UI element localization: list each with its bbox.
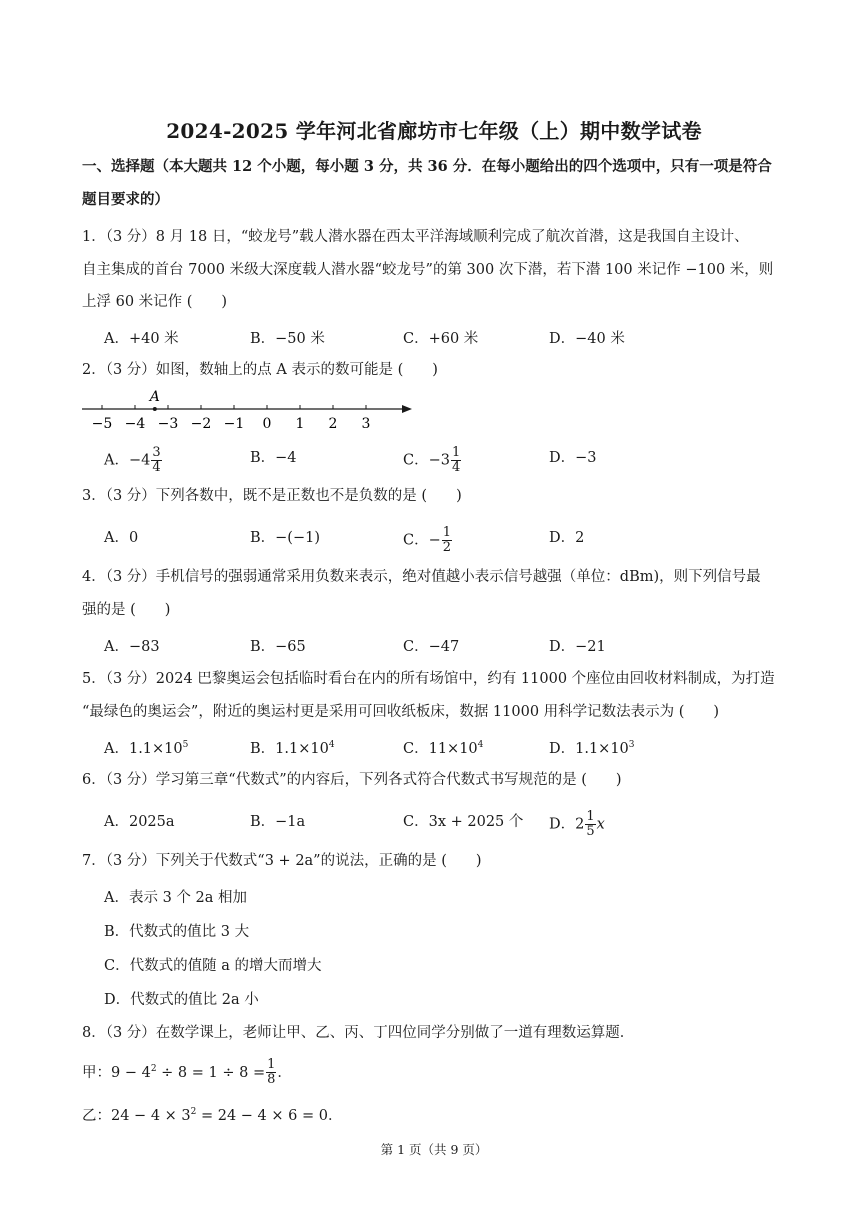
q5-options xyxy=(104,737,794,761)
q5-option-b-exponent: 4 xyxy=(328,740,335,751)
q3-option-c-fraction xyxy=(442,526,452,555)
q6-option-d-variable: x xyxy=(596,816,605,833)
q5-line1: 5．（3 分）2024 巴黎奥运会包括临时看台在内的所有场馆中，约有 11000 个座位由回收材料制成，为打造 xyxy=(82,671,775,687)
q2-options xyxy=(104,445,794,475)
fraction-numerator: 3 xyxy=(152,445,161,460)
q8-jia-line xyxy=(82,1052,792,1090)
q5-option-c-exponent: 4 xyxy=(477,740,484,751)
q6-option-a[interactable]: A．2025a xyxy=(104,814,175,830)
q4-option-a[interactable]: A．−83 xyxy=(104,639,160,655)
q7-option-b[interactable]: B．代数式的值比 3 大 xyxy=(104,924,250,940)
q2-option-c[interactable] xyxy=(403,446,462,475)
q5-option-d-base: D．1.1×10 xyxy=(549,741,629,757)
point-a-label: A xyxy=(149,389,160,405)
q5-option-a-base: A．1.1×10 xyxy=(104,741,183,757)
section-heading-line1: 一、选择题（本大题共 12 个小题，每小题 3 分，共 36 分．在每小题给出的四个选项中，只有一项是符合 xyxy=(82,158,772,175)
q4-option-b[interactable]: B．−65 xyxy=(250,639,306,655)
q6-option-d[interactable] xyxy=(549,810,605,839)
number-line-tick-label: 2 xyxy=(328,416,338,432)
page-footer: 第 1 页（共 9 页） xyxy=(380,1142,488,1157)
point-a-dot xyxy=(153,407,157,411)
number-line-tick-label: 0 xyxy=(262,416,272,432)
q1-line2: 自主集成的首台 7000 米级大深度载人潜水器“蛟龙号”的第 300 次下潜，若下潜 100 米记作 −100 米，则 xyxy=(82,262,774,278)
q7-option-d[interactable]: D．代数式的值比 2a 小 xyxy=(104,992,259,1008)
q2-option-a-fraction xyxy=(151,446,161,475)
q6-line1: 6．（3 分）学习第三章“代数式”的内容后，下列各式符合代数式书写规范的是 ( ) xyxy=(82,772,622,788)
fraction-denominator: 8 xyxy=(267,1072,276,1088)
q4-options xyxy=(104,635,794,659)
number-line-tick-label: 1 xyxy=(295,416,305,432)
q1-option-c[interactable]: C．+60 米 xyxy=(403,331,479,347)
q7-option-c[interactable]: C．代数式的值随 a 的增大而增大 xyxy=(104,958,322,974)
fraction-denominator: 4 xyxy=(152,460,161,475)
q1-option-b[interactable]: B．−50 米 xyxy=(250,331,325,347)
yi-expression-end: = 24 − 4 × 6 = 0． xyxy=(196,1107,343,1124)
q1-options xyxy=(104,327,794,351)
q2-option-a[interactable] xyxy=(104,446,163,475)
q2-option-c-prefix: C．−3 xyxy=(403,452,450,469)
q5-option-b-base: B．1.1×10 xyxy=(250,741,329,757)
q6-option-b[interactable]: B．−1a xyxy=(250,814,306,830)
number-line-tick-label: −2 xyxy=(190,416,212,432)
q5-option-b[interactable] xyxy=(250,737,335,758)
q4-option-d[interactable]: D．−21 xyxy=(549,639,606,655)
section-heading-line2: 题目要求的） xyxy=(82,191,169,208)
q5-line2: “最绿色的奥运会”，附近的奥运村更是采用可回收纸板床，数据 11000 用科学记数法表示为 ( ) xyxy=(82,704,720,720)
q6-options xyxy=(104,809,794,839)
jia-expression-middle: ÷ 8 = 1 ÷ 8 = xyxy=(156,1064,266,1081)
q5-option-c[interactable] xyxy=(403,737,483,758)
q8-yi-line xyxy=(82,1102,792,1126)
q4-line2: 强的是 ( ) xyxy=(82,602,171,618)
jia-fraction xyxy=(266,1058,276,1087)
q5-option-a-exponent: 5 xyxy=(182,740,189,751)
fraction-denominator: 5 xyxy=(586,824,595,839)
jia-expression-start: 甲：9 − 4 xyxy=(82,1064,151,1081)
fraction-numerator: 1 xyxy=(451,445,461,460)
q5-option-a[interactable] xyxy=(104,737,188,758)
q2-line1: 2．（3 分）如图，数轴上的点 A 表示的数可能是 ( ) xyxy=(82,362,438,378)
fraction-denominator: 4 xyxy=(451,460,461,475)
q3-option-c[interactable] xyxy=(403,526,453,555)
q7-line1: 7．（3 分）下列关于代数式“3 + 2a”的说法，正确的是 ( ) xyxy=(82,853,482,869)
fraction-numerator: 1 xyxy=(442,525,452,540)
q3-option-d[interactable]: D．2 xyxy=(549,530,585,546)
q1-option-a[interactable]: A．+40 米 xyxy=(104,331,179,347)
number-line-tick-label: −1 xyxy=(223,416,245,432)
number-line-figure xyxy=(80,388,420,434)
jia-exponent: 2 xyxy=(150,1064,157,1074)
yi-expression-start: 乙：24 − 4 × 3 xyxy=(82,1107,191,1124)
fraction-numerator: 1 xyxy=(586,809,595,824)
q3-options xyxy=(104,525,794,555)
number-line-tick-label: −4 xyxy=(124,416,146,432)
q5-option-c-base: C．11×10 xyxy=(403,741,478,757)
section-heading xyxy=(82,150,792,216)
q6-option-d-prefix: D．2 xyxy=(549,816,585,833)
number-line-tick-label: −5 xyxy=(91,416,113,432)
q3-option-c-prefix: C．− xyxy=(403,532,441,549)
q8-line1: 8．（3 分）在数学课上，老师让甲、乙、丙、丁四位同学分别做了一道有理数运算题． xyxy=(82,1025,635,1041)
fraction-denominator: 2 xyxy=(442,540,452,555)
q6-option-d-fraction xyxy=(585,810,595,839)
yi-exponent: 2 xyxy=(190,1107,197,1117)
q2-option-a-prefix: A．−4 xyxy=(104,452,151,469)
q4-option-c[interactable]: C．−47 xyxy=(403,639,460,655)
q3-option-a[interactable]: A．0 xyxy=(104,530,139,546)
q2-option-c-fraction xyxy=(451,446,461,475)
jia-expression-end: ． xyxy=(277,1064,292,1081)
q3-option-b[interactable]: B．−(−1) xyxy=(250,530,320,546)
q7-option-a[interactable]: A．表示 3 个 2a 相加 xyxy=(104,890,248,906)
number-line-tick-label: −3 xyxy=(157,416,179,432)
q4-line1: 4．（3 分）手机信号的强弱通常采用负数来表示，绝对值越小表示信号越强（单位：dBm)，则下列信号最 xyxy=(82,569,761,585)
q2-option-b[interactable]: B．−4 xyxy=(250,450,297,466)
q5-option-d-exponent: 3 xyxy=(628,740,635,751)
page-title: 2024-2025 学年河北省廊坊市七年级（上）期中数学试卷 xyxy=(166,119,702,143)
q1-line1: 1．（3 分）8 月 18 日，“蛟龙号”载人潜水器在西太平洋海域顺利完成了航次首潜，这是我国自主设计、 xyxy=(82,229,749,245)
q2-option-d[interactable]: D．−3 xyxy=(549,450,597,466)
q1-option-d[interactable]: D．−40 米 xyxy=(549,331,625,347)
fraction-numerator: 1 xyxy=(267,1057,276,1073)
q5-option-d[interactable] xyxy=(549,737,635,758)
q3-line1: 3．（3 分）下列各数中，既不是正数也不是负数的是 ( ) xyxy=(82,488,462,504)
number-line-tick-label: 3 xyxy=(361,416,371,432)
number-line-arrow xyxy=(402,405,412,413)
q1-line3: 上浮 60 米记作 ( ) xyxy=(82,294,228,310)
q6-option-c[interactable]: C．3x + 2025 个 xyxy=(403,814,524,830)
